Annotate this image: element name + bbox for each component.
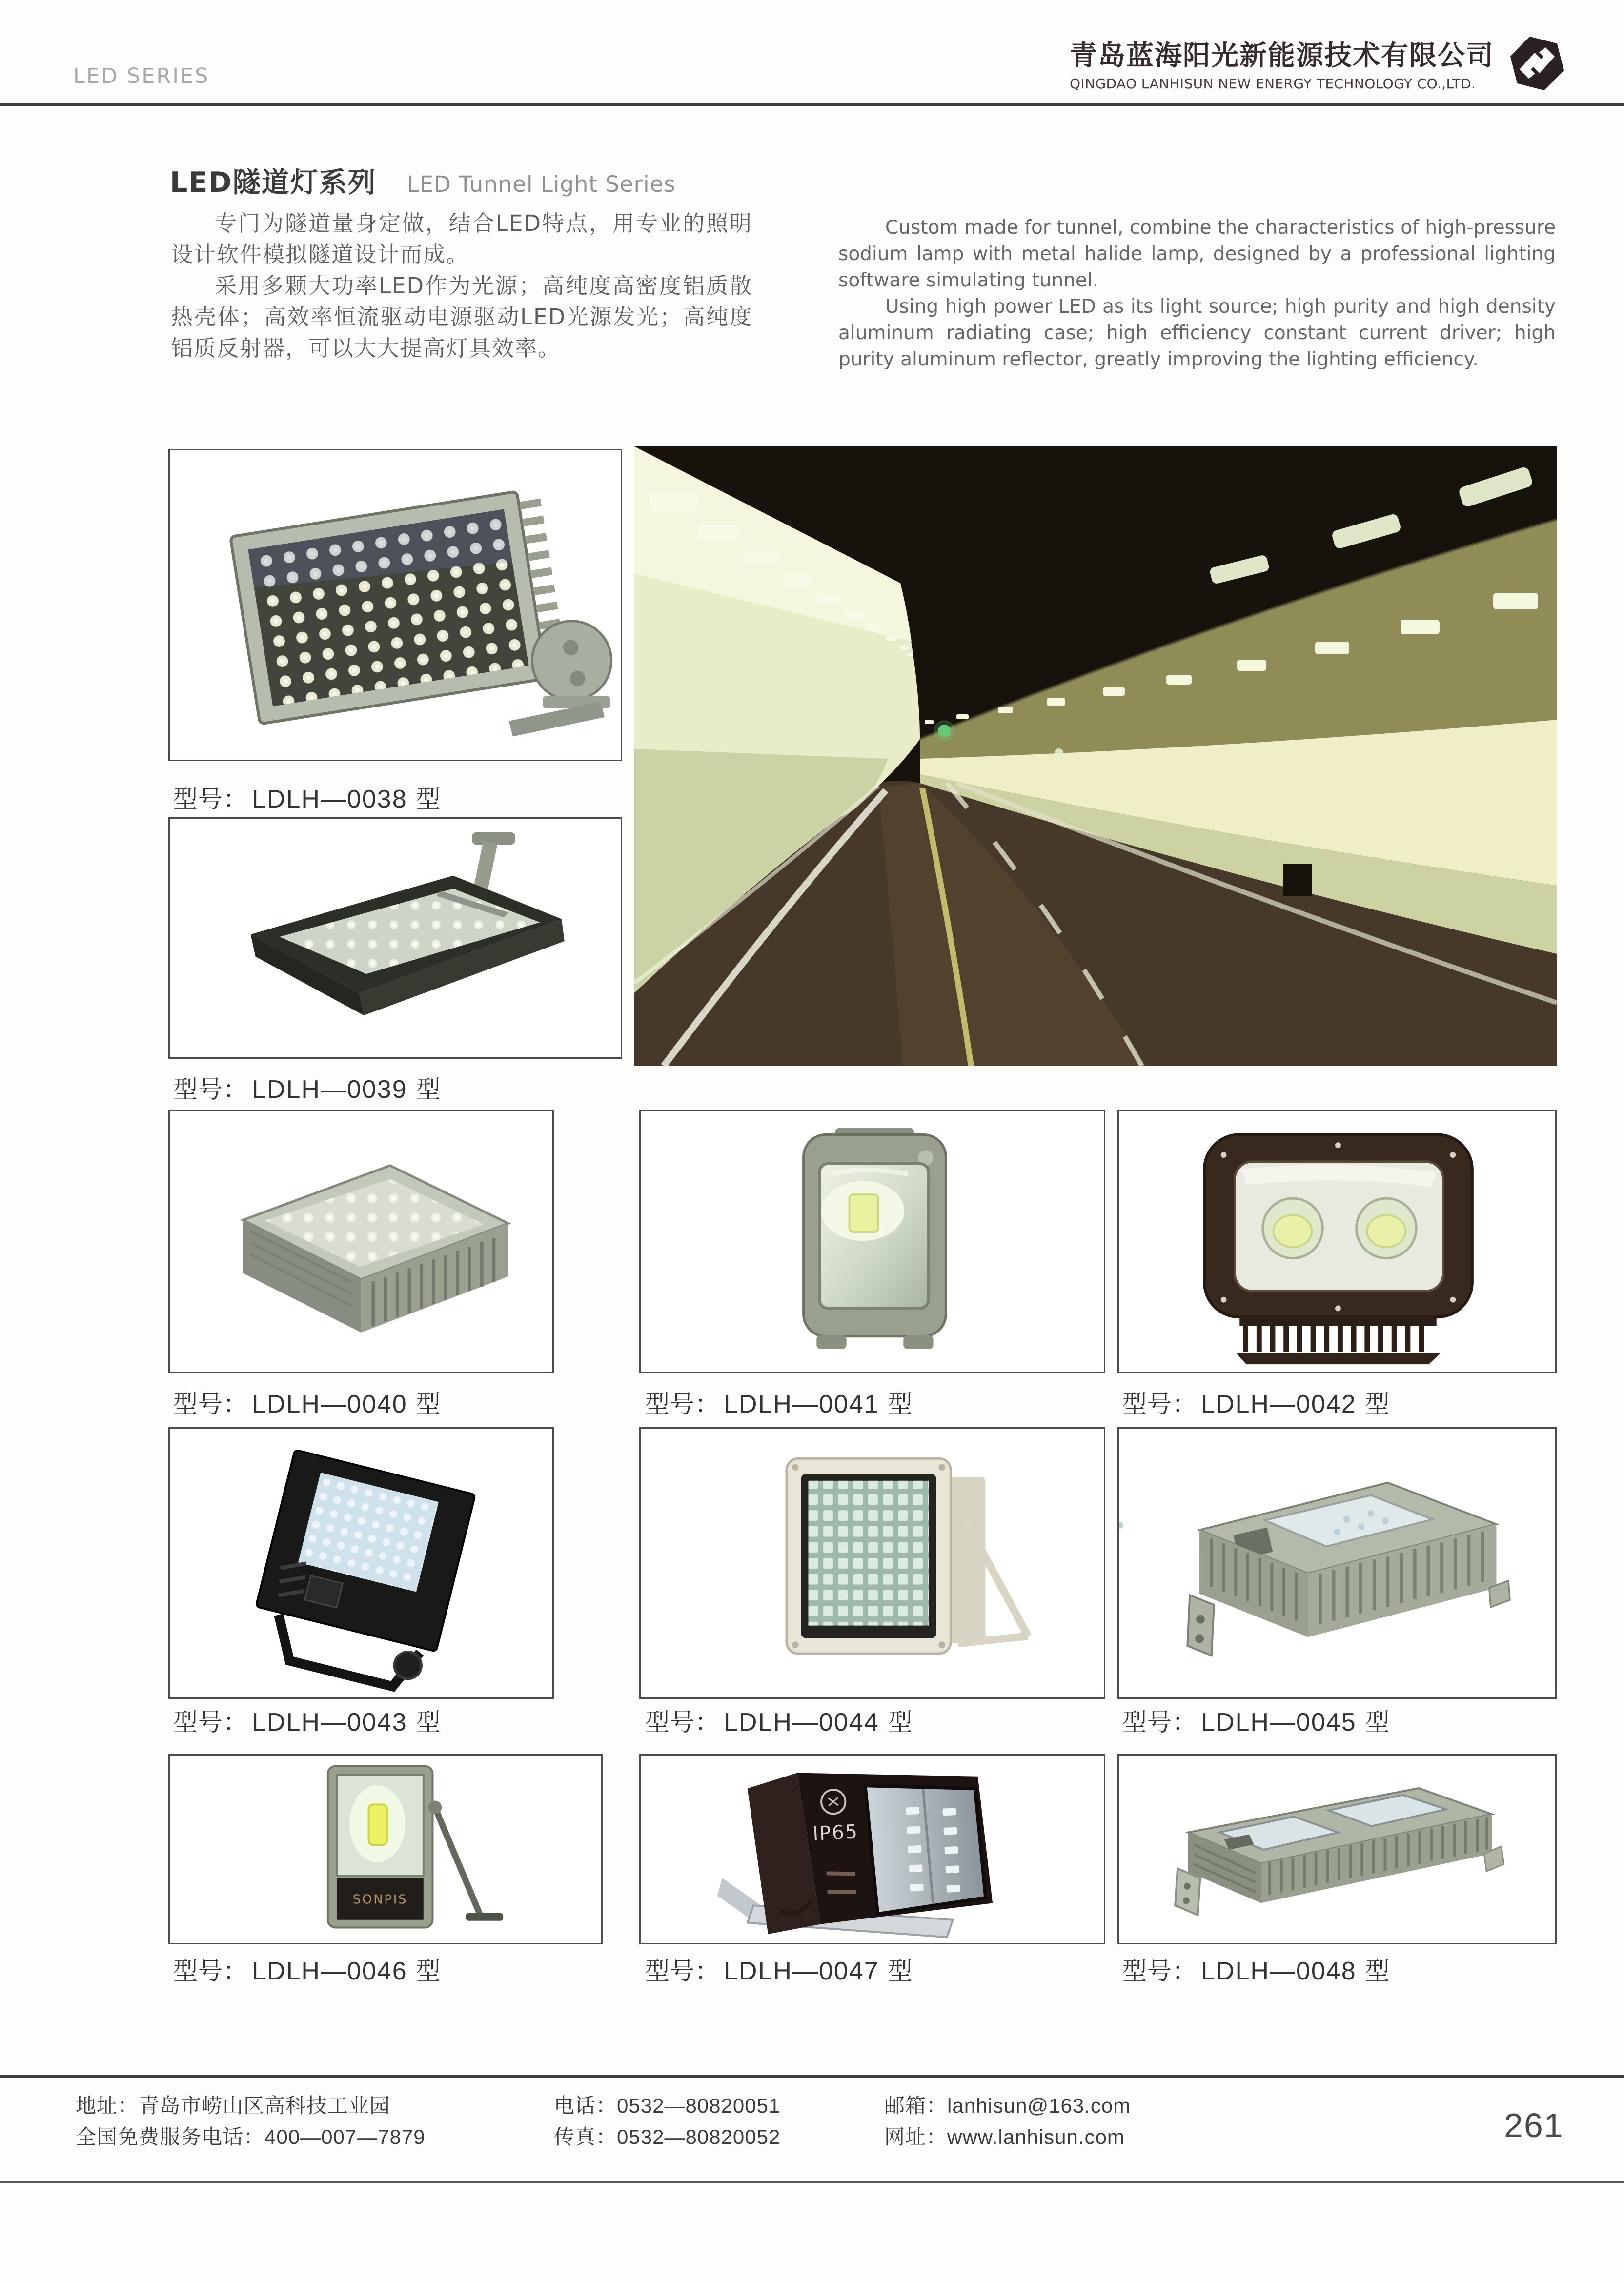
hotline-label: 全国免费服务电话： xyxy=(76,2125,265,2149)
model-code: LDLH—0048 xyxy=(1201,1957,1357,1985)
model-code: LDLH—0038 xyxy=(252,785,407,813)
product-image-ldlh-0045 xyxy=(1117,1427,1557,1699)
email-label: 邮箱： xyxy=(884,2094,948,2118)
model-suffix: 型 xyxy=(416,1075,441,1104)
company-name-block xyxy=(1070,34,1494,92)
model-suffix: 型 xyxy=(416,785,441,813)
footer-divider-top xyxy=(0,2075,1624,2078)
model-suffix: 型 xyxy=(888,1957,913,1985)
brand-text: SONPIS xyxy=(352,1892,408,1907)
product-image-ldlh-0039 xyxy=(168,817,622,1059)
model-label: 型号： xyxy=(173,785,248,813)
product-model-ldlh-0041 xyxy=(645,1385,913,1420)
company-header xyxy=(1070,34,1567,92)
product-image-ldlh-0043 xyxy=(168,1427,554,1699)
company-logo-icon xyxy=(1507,34,1567,92)
company-name-cn: 青岛蓝海阳光新能源技术有限公司 xyxy=(1070,40,1494,72)
model-label: 型号： xyxy=(645,1957,720,1985)
footer-email xyxy=(884,2090,1131,2121)
phone-value: 0532—80820051 xyxy=(617,2094,781,2117)
address-value: 青岛市崂山区高科技工业园 xyxy=(139,2094,391,2118)
footer-contact-block xyxy=(884,2090,1131,2153)
intro-chinese xyxy=(171,208,752,364)
model-label: 型号： xyxy=(1122,1957,1197,1985)
product-image-ldlh-0047 xyxy=(639,1754,1105,1944)
product-model-ldlh-0044 xyxy=(645,1703,913,1738)
hotline-value: 400—007—7879 xyxy=(264,2125,426,2148)
model-label: 型号： xyxy=(173,1390,248,1418)
product-image-ldlh-0038 xyxy=(168,449,622,761)
company-name-en: QINGDAO LANHISUN NEW ENERGY TECHNOLOGY CO.,LTD. xyxy=(1070,76,1476,92)
product-image-ldlh-0041 xyxy=(639,1110,1105,1373)
email-value: lanhisun@163.com xyxy=(947,2094,1131,2117)
model-label: 型号： xyxy=(173,1075,248,1104)
page-title-en: LED Tunnel Light Series xyxy=(406,171,676,197)
intro-en-p1: Custom made for tunnel, combine the characteristics of high-pressure sodium lamp with metal halide lamp, designed by a professional lighting software simulating tunnel. xyxy=(838,217,1556,291)
product-image-ldlh-0046 xyxy=(168,1754,603,1944)
product-image-ldlh-0044 xyxy=(639,1427,1105,1699)
web-value: www.lanhisun.com xyxy=(947,2125,1125,2148)
product-image-ldlh-0048 xyxy=(1117,1754,1557,1944)
phone-label: 电话： xyxy=(554,2094,617,2118)
intro-cn-p2: 采用多颗大功率LED作为光源；高纯度高密度铝质散热壳体；高效率恒流驱动电源驱动LED光源发光；高纯度铝质反射器，可以大大提高灯具效率。 xyxy=(171,272,752,361)
model-suffix: 型 xyxy=(416,1708,441,1737)
model-code: LDLH—0045 xyxy=(1201,1708,1357,1737)
model-suffix: 型 xyxy=(1365,1390,1390,1418)
model-label: 型号： xyxy=(1122,1708,1197,1737)
footer-address-block xyxy=(76,2090,426,2153)
model-suffix: 型 xyxy=(1365,1708,1390,1737)
product-model-ldlh-0042 xyxy=(1122,1385,1390,1420)
footer-divider-bottom xyxy=(0,2181,1624,2183)
page-title-cn: LED隧道灯系列 xyxy=(170,166,377,199)
model-suffix: 型 xyxy=(416,1957,441,1985)
product-model-ldlh-0043 xyxy=(173,1703,441,1738)
model-code: LDLH—0041 xyxy=(724,1390,879,1418)
model-label: 型号： xyxy=(173,1957,248,1985)
page-title xyxy=(170,160,676,200)
fax-label: 传真： xyxy=(554,2125,617,2149)
intro-en-p2: Using high power LED as its light source; high purity and high density aluminum radiating case; high efficiency constant current driver; high purity aluminum reflector, greatly improving the lighting efficiency. xyxy=(838,296,1556,370)
footer-hotline xyxy=(76,2121,426,2153)
product-model-ldlh-0048 xyxy=(1122,1952,1390,1987)
web-label: 网址： xyxy=(884,2125,948,2149)
address-label: 地址： xyxy=(76,2094,139,2118)
footer-address xyxy=(76,2090,426,2121)
product-image-ldlh-0040 xyxy=(168,1110,554,1373)
product-model-ldlh-0038 xyxy=(173,780,441,815)
model-code: LDLH—0043 xyxy=(252,1708,407,1737)
series-label: LED SERIES xyxy=(73,64,210,88)
ip-rating-text: IP65 xyxy=(812,1820,859,1845)
product-model-ldlh-0047 xyxy=(645,1952,913,1987)
model-label: 型号： xyxy=(645,1390,720,1418)
product-image-ldlh-0042 xyxy=(1117,1110,1557,1373)
model-code: LDLH—0039 xyxy=(252,1075,407,1104)
model-suffix: 型 xyxy=(888,1390,913,1418)
header-divider xyxy=(0,103,1624,106)
product-model-ldlh-0045 xyxy=(1122,1703,1390,1738)
model-code: LDLH—0042 xyxy=(1201,1390,1357,1418)
model-suffix: 型 xyxy=(1365,1957,1390,1985)
intro-english xyxy=(838,215,1556,373)
model-code: LDLH—0046 xyxy=(252,1957,407,1985)
model-suffix: 型 xyxy=(888,1708,913,1737)
model-label: 型号： xyxy=(645,1708,720,1737)
model-suffix: 型 xyxy=(416,1390,441,1418)
model-code: LDLH—0044 xyxy=(724,1708,879,1737)
model-code: LDLH—0040 xyxy=(252,1390,407,1418)
model-label: 型号： xyxy=(173,1708,248,1737)
footer-web xyxy=(884,2121,1131,2153)
footer-fax xyxy=(554,2121,780,2153)
page-number: 261 xyxy=(1504,2106,1564,2144)
product-model-ldlh-0040 xyxy=(173,1385,441,1420)
footer-phone xyxy=(554,2090,780,2121)
tunnel-photo xyxy=(634,446,1557,1066)
intro-cn-p1: 专门为隧道量身定做，结合LED特点，用专业的照明设计软件模拟隧道设计而成。 xyxy=(171,210,752,267)
model-code: LDLH—0047 xyxy=(724,1957,879,1985)
fax-value: 0532—80820052 xyxy=(617,2125,781,2148)
model-label: 型号： xyxy=(1122,1390,1197,1418)
product-model-ldlh-0039 xyxy=(173,1070,441,1105)
product-model-ldlh-0046 xyxy=(173,1952,441,1987)
footer-phone-block xyxy=(554,2090,780,2153)
